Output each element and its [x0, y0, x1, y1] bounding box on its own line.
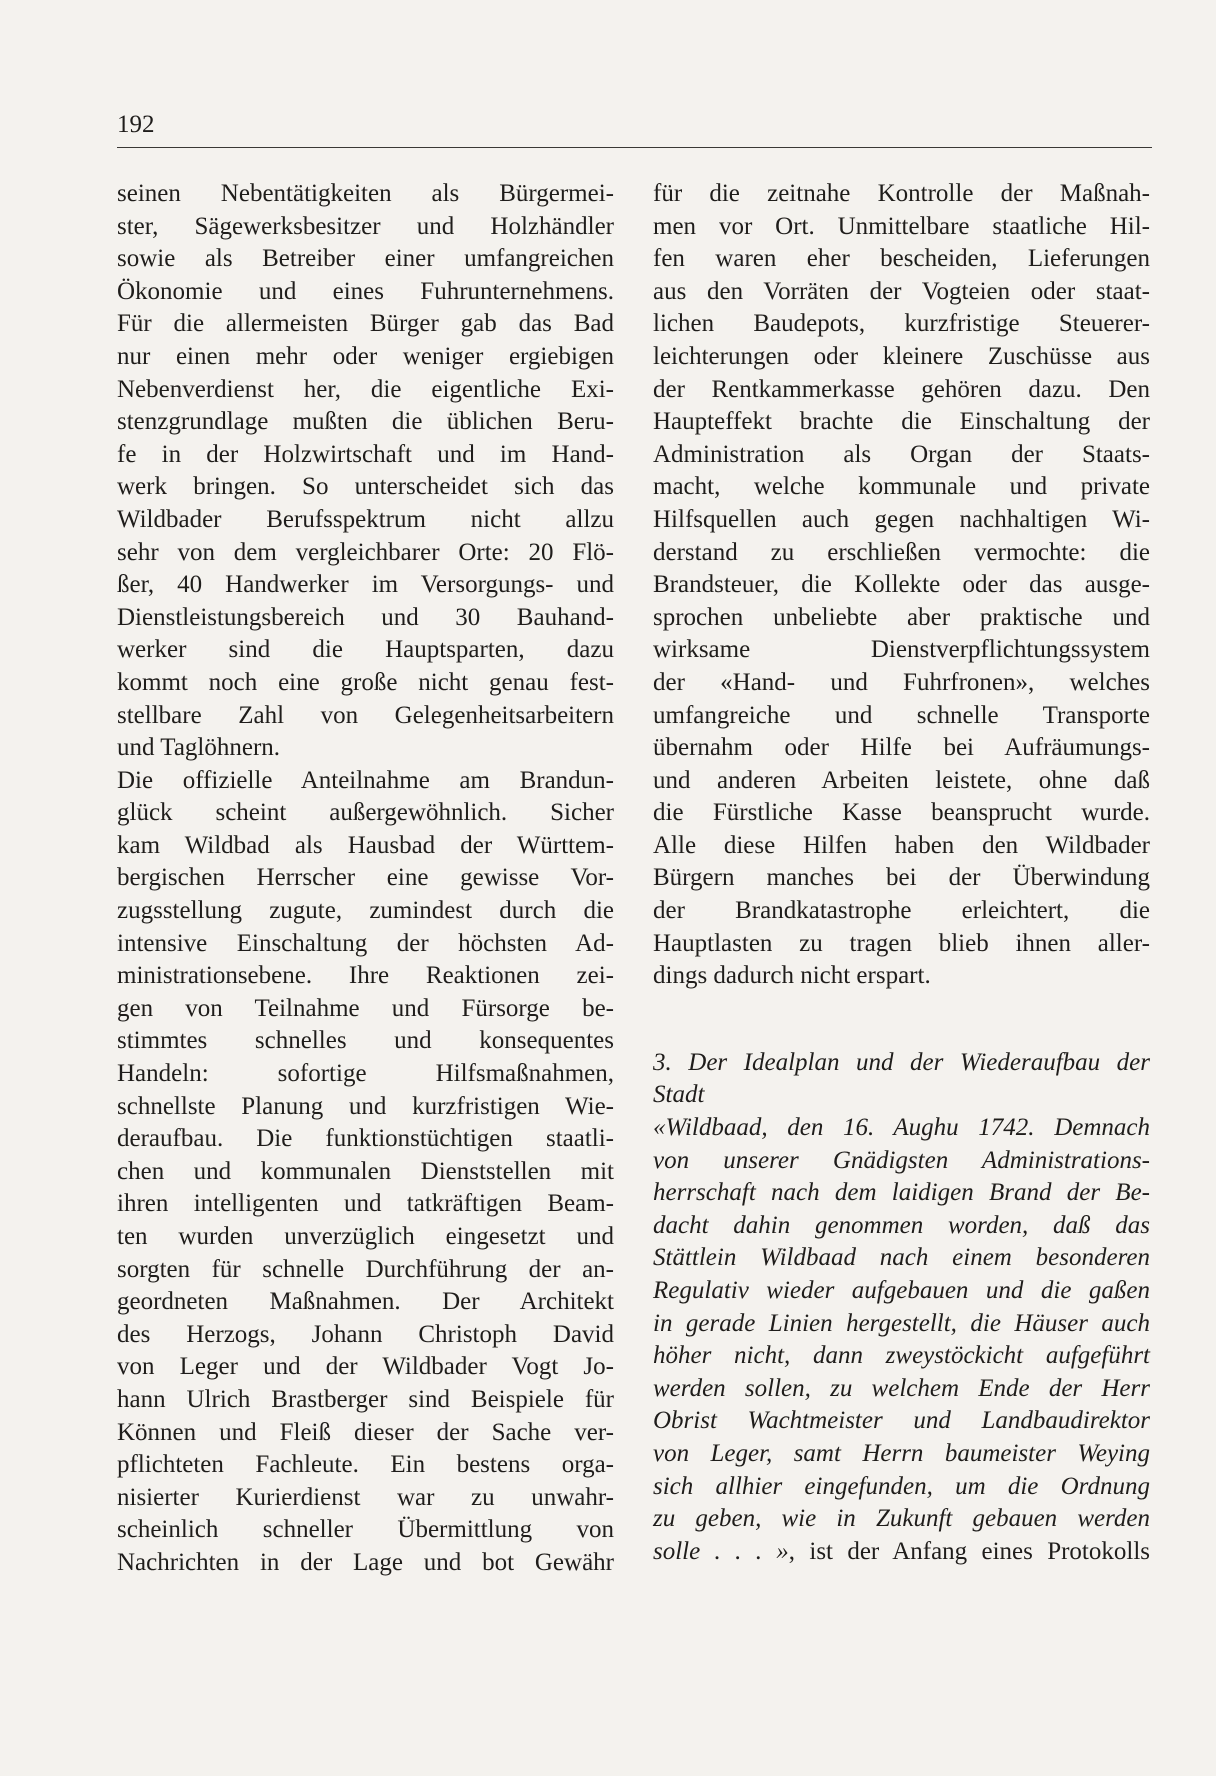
text-line: Haupteffekt brachte die Einschaltung der: [653, 408, 1150, 436]
section-spacer: [653, 993, 1150, 1047]
text-line: ministrationsebene. Ihre Reaktionen zei-: [117, 962, 614, 990]
text-line: intensive Einschaltung der höchsten Ad-: [117, 929, 614, 957]
text-line: der Brandkatastrophe erleichtert, die: [653, 897, 1150, 925]
text-line: Alle diese Hilfen haben den Wildbader: [653, 831, 1150, 859]
quote-line: dacht dahin genommen worden, daß das: [653, 1211, 1150, 1239]
text-line: deraufbau. Die funktionstüchtigen staatli-: [117, 1125, 614, 1153]
text-line: umfangreiche und schnelle Transporte: [653, 701, 1150, 729]
heading-line: Stadt: [653, 1081, 705, 1109]
text-line: Administration als Organ der Staats-: [653, 440, 1150, 468]
quote-line: sich allhier eingefunden, um die Ordnung: [653, 1472, 1150, 1500]
text-line: Nachrichten in der Lage und bot Gewähr: [117, 1548, 614, 1576]
text-line: Hilfsquellen auch gegen nachhaltigen Wi-: [653, 505, 1150, 533]
text-line: der Rentkammerkasse gehören dazu. Den: [653, 375, 1150, 403]
text-line: von Leger und der Wildbader Vogt Jo-: [117, 1353, 614, 1381]
text-line: derstand zu erschließen vermochte: die: [653, 538, 1150, 566]
text-line: der «Hand- und Fuhrfronen», welches: [653, 668, 1150, 696]
quote-line: in gerade Linien hergestellt, die Häuser auch: [653, 1309, 1150, 1337]
left-column: [117, 178, 614, 1580]
quote-line: zu geben, wie in Zukunft gebauen werden: [653, 1505, 1150, 1533]
text-line: stimmtes schnelles und konsequentes: [117, 1027, 614, 1055]
heading-line: 3. Der Idealplan und der Wiederaufbau der: [653, 1048, 1150, 1076]
text-line: zugsstellung zugute, zumindest durch die: [117, 897, 614, 925]
text-line: hann Ulrich Brastberger sind Beispiele für: [117, 1385, 614, 1413]
text-line: sorgten für schnelle Durchführung der an-: [117, 1255, 614, 1283]
text-line: glück scheint außergewöhnlich. Sicher: [117, 799, 614, 827]
quote-line: «Wildbaad, den 16. Aughu 1742. Demnach: [653, 1114, 1150, 1142]
text-line: stenzgrundlage mußten die üblichen Beru-: [117, 408, 614, 436]
quote-line: Regulativ wieder aufgebauen und die gaßen: [653, 1277, 1150, 1304]
text-line: scheinlich schneller Übermittlung von: [117, 1516, 614, 1544]
text-line: Können und Fleiß dieser der Sache ver-: [117, 1418, 614, 1446]
text-line: sprochen unbeliebte aber praktische und: [653, 603, 1150, 631]
text-line: ihren intelligenten und tatkräftigen Beam-: [117, 1190, 614, 1218]
text-line: geordneten Maßnahmen. Der Architekt: [117, 1288, 614, 1316]
text-line: kommt noch eine große nicht genau fest-: [117, 668, 614, 696]
text-continuation: , ist der Anfang eines Protokolls: [788, 1537, 1150, 1565]
text-line: Bürgern manches bei der Überwindung: [653, 864, 1150, 892]
page-number: 192: [117, 111, 155, 138]
right-column: [653, 178, 1150, 1568]
text-line: wirksame Dienstverpflichtungssystem: [653, 636, 1150, 664]
text-line: fen waren eher bescheiden, Lieferungen: [653, 245, 1150, 273]
text-line: stellbare Zahl von Gelegenheitsarbeitern: [117, 701, 614, 729]
quote-italic-end: solle . . . »: [653, 1537, 789, 1565]
historic-quote: [653, 1112, 1150, 1568]
text-line: Nebenverdienst her, die eigentliche Exi-: [117, 375, 614, 403]
quote-line: herrschaft nach dem laidigen Brand der Be-: [653, 1179, 1150, 1207]
quote-line: Stättlein Wildbaad nach einem besonderen: [653, 1244, 1150, 1272]
header-rule: [117, 147, 1152, 148]
text-line: Hauptlasten zu tragen blieb ihnen aller-: [653, 929, 1150, 957]
quote-line: höher nicht, dann zweystöckicht aufgeführt: [653, 1342, 1150, 1370]
text-line: übernahm oder Hilfe bei Aufräumungs-: [653, 734, 1150, 762]
text-line: lichen Baudepots, kurzfristige Steuerer-: [653, 310, 1150, 338]
text-line: Ökonomie und eines Fuhrunternehmens.: [117, 277, 614, 305]
text-line: werker sind die Hauptsparten, dazu: [117, 636, 614, 664]
quote-line: von unserer Gnädigsten Administrations-: [653, 1146, 1150, 1174]
text-line: Brandsteuer, die Kollekte oder das ausge-: [653, 571, 1150, 599]
text-line: ster, Sägewerksbesitzer und Holzhändler: [117, 212, 614, 240]
quote-line: von Leger, samt Herrn baumeister Weying: [653, 1439, 1150, 1467]
text-line: macht, welche kommunale und private: [653, 473, 1150, 501]
text-line: chen und kommunalen Dienststellen mit: [117, 1157, 614, 1185]
quote-line: werden sollen, zu welchem Ende der Herr: [653, 1374, 1150, 1402]
text-line: seinen Nebentätigkeiten als Bürgermei-: [117, 180, 614, 207]
text-line: Dienstleistungsbereich und 30 Bauhand-: [117, 603, 614, 631]
text-line: Die offizielle Anteilnahme am Brandun-: [117, 766, 614, 794]
text-line: leichterungen oder kleinere Zuschüsse aus: [653, 342, 1150, 370]
text-line: schnellste Planung und kurzfristigen Wie-: [117, 1092, 614, 1120]
text-line: fe in der Holzwirtschaft und im Hand-: [117, 440, 614, 468]
text-line: dings dadurch nicht erspart.: [653, 962, 931, 990]
text-line: Für die allermeisten Bürger gab das Bad: [117, 310, 614, 338]
text-line: gen von Teilnahme und Fürsorge be-: [117, 994, 614, 1022]
text-line: kam Wildbad als Hausbad der Württem-: [117, 831, 614, 859]
text-line: für die zeitnahe Kontrolle der Maßnah-: [653, 180, 1150, 207]
quote-last-line: [653, 1536, 1150, 1569]
text-line: nisierter Kurierdienst war zu unwahr-: [117, 1483, 614, 1511]
text-line: ßer, 40 Handwerker im Versorgungs- und: [117, 571, 614, 599]
text-line: pflichteten Fachleute. Ein bestens orga-: [117, 1451, 614, 1479]
text-line: aus den Vorräten der Vogteien oder staat-: [653, 277, 1150, 305]
text-line: bergischen Herrscher eine gewisse Vor-: [117, 864, 614, 892]
text-line: Handeln: sofortige Hilfsmaßnahmen,: [117, 1060, 614, 1088]
text-line: und Taglöhnern.: [117, 734, 281, 762]
text-line: die Fürstliche Kasse beansprucht wurde.: [653, 799, 1150, 827]
text-line: Wildbader Berufsspektrum nicht allzu: [117, 505, 614, 533]
text-line: werk bringen. So unterscheidet sich das: [117, 473, 614, 501]
text-line: sehr von dem vergleichbarer Orte: 20 Flö-: [117, 538, 614, 566]
text-line: und anderen Arbeiten leistete, ohne daß: [653, 766, 1150, 794]
quote-line: Obrist Wachtmeister und Landbaudirektor: [653, 1407, 1150, 1435]
text-line: men vor Ort. Unmittelbare staatliche Hil-: [653, 212, 1150, 240]
text-line: nur einen mehr oder weniger ergiebigen: [117, 342, 614, 370]
section-heading: [653, 1047, 1150, 1112]
text-line: sowie als Betreiber einer umfangreichen: [117, 245, 614, 273]
text-line: des Herzogs, Johann Christoph David: [117, 1320, 614, 1348]
text-line: ten wurden unverzüglich eingesetzt und: [117, 1223, 614, 1250]
